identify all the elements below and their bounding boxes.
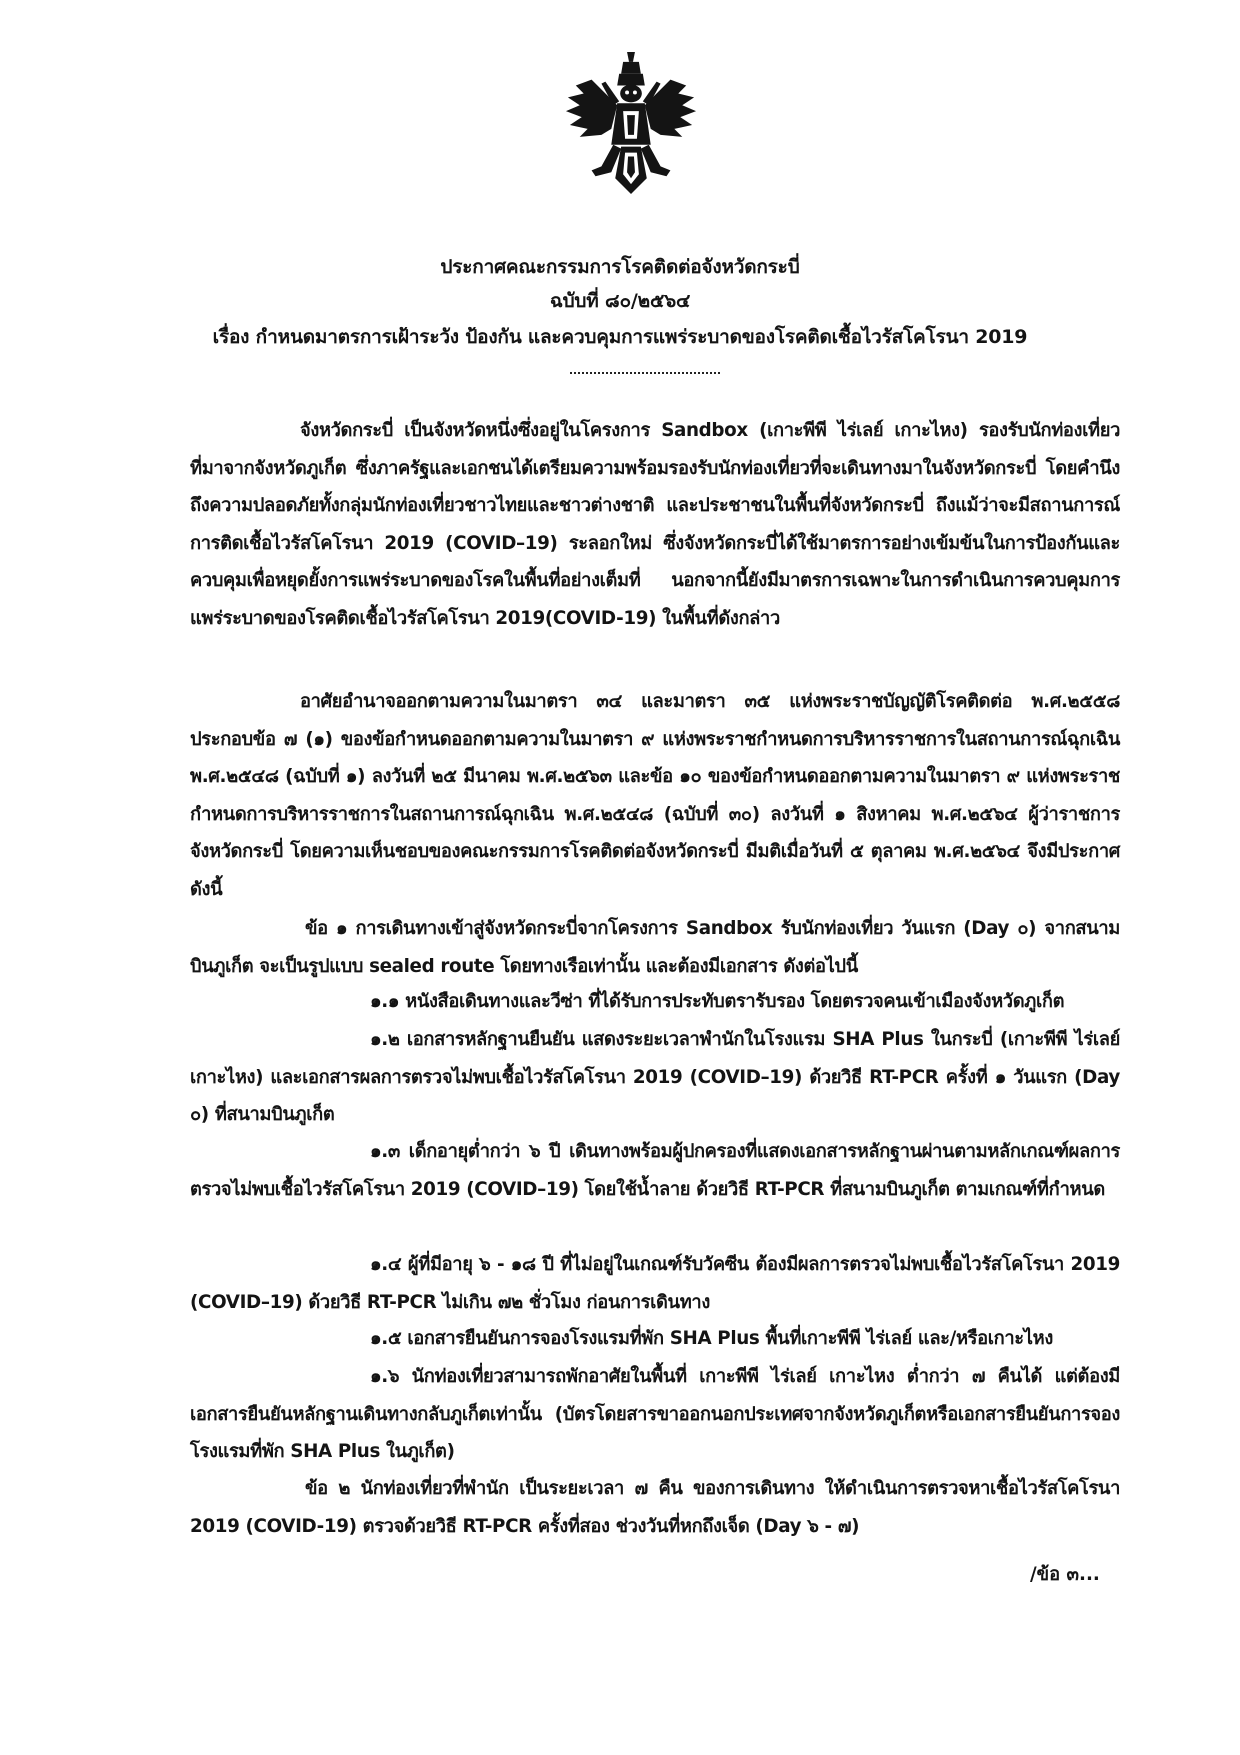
clause-1-item-2: ๑.๒ เอกสารหลักฐานยืนยัน แสดงระยะเวลาพำนักในโรงแรม SHA Plus ในกระบี่ (เกาะพีพี ไร่เลย์ เกาะไหง) และเอกสารผลการตรวจไม่พบเชื้อไวรัสโคโรนา 2019 (COVID–19) ด้วยวิธี RT-PCR ครั้งที่ ๑ วันแรก (Day ๐) ที่สนามบินภูเก็ต bbox=[190, 1029, 1120, 1125]
announcement-title: ประกาศคณะกรรมการโรคติดต่อจังหวัดกระบี่ bbox=[440, 256, 800, 278]
garuda-emblem-icon bbox=[562, 50, 700, 198]
paragraph-legal-authority: อาศัยอำนาจออกตามความในมาตรา ๓๔ และมาตรา ๓๕ แห่งพระราชบัญญัติโรคติดต่อ พ.ศ.๒๕๕๘ ประกอบข้อ ๗ (๑) ของข้อกำหนดออกตามความในมาตรา ๙ แห่งพระราชกำหนดการบริหารราชการในสถานการณ์ฉุกเฉิน พ.ศ.๒๕๔๘ (ฉบับที่ ๑) ลงวันที่ ๒๕ มีนาคม พ.ศ.๒๕๖๓ และข้อ ๑๐ ของข้อกำหนดออกตามความในมาตรา ๙ แห่งพระราชกำหนดการบริหารราชการในสถานการณ์ฉุกเฉิน พ.ศ.๒๕๔๘ (ฉบับที่ ๓๐) ลงวันที่ ๑ สิงหาคม พ.ศ.๒๕๖๔ ผู้ว่าราชการจังหวัดกระบี่ โดยความเห็นชอบของคณะกรรมการโรคติดต่อจังหวัดกระบี่ มีมติเมื่อวันที่ ๕ ตุลาคม พ.ศ.๒๕๖๔ จึงมีประกาศ ดังนี้ bbox=[190, 691, 1120, 900]
clause-1: ข้อ ๑ การเดินทางเข้าสู่จังหวัดกระบี่จากโครงการ Sandbox รับนักท่องเที่ยว วันแรก (Day ๐) จากสนามบินภูเก็ต จะเป็นรูปแบบ sealed route โดยทางเรือเท่านั้น และต้องมีเอกสาร ดังต่อไปนี้ bbox=[190, 918, 1120, 977]
clause-1-item-1: ๑.๑ หนังสือเดินทางและวีซ่า ที่ได้รับการประทับตรารับรอง โดยตรวจคนเข้าเมืองจังหวัดภูเก็ต bbox=[370, 991, 1065, 1012]
announcement-issue-number: ฉบับที่ ๘๐/๒๕๖๔ bbox=[549, 290, 691, 312]
paragraph-background: จังหวัดกระบี่ เป็นจังหวัดหนึ่งซึ่งอยู่ในโครงการ Sandbox (เกาะพีพี ไร่เลย์ เกาะไหง) รองรับนักท่องเที่ยวที่มาจากจังหวัดภูเก็ต ซึ่งภาครัฐและเอกชนได้เตรียมความพร้อมรองรับนักท่องเที่ยวที่จะเดินทางมาในจังหวัดกระบี่ โดยคำนึงถึงความปลอดภัยทั้งกลุ่มนักท่องเที่ยวชาวไทยและชาวต่างชาติ และประชาชนในพื้นที่จังหวัดกระบี่ ถึงแม้ว่าจะมีสถานการณ์การติดเชื้อไวรัสโคโรนา 2019 (COVID–19) ระลอกใหม่ ซึ่งจังหวัดกระบี่ได้ใช้มาตรการอย่างเข้มข้นในการป้องกันและควบคุมเพื่อหยุดยั้งการแพร่ระบาดของโรคในพื้นที่อย่างเต็มที่ นอกจากนี้ยังมีมาตรการเฉพาะในการดำเนินการควบคุมการแพร่ระบาดของโรคติดเชื้อไวรัสโคโรนา 2019(COVID-19) ในพื้นที่ดังกล่าว bbox=[190, 420, 1120, 629]
clause-2: ข้อ ๒ นักท่องเที่ยวที่พำนัก เป็นระยะเวลา ๗ คืน ของการเดินทาง ให้ดำเนินการตรวจหาเชื้อไวรัสโคโรนา 2019 (COVID-19) ตรวจด้วยวิธี RT-PCR ครั้งที่สอง ช่วงวันที่หกถึงเจ็ด (Day ๖ - ๗) bbox=[190, 1478, 1120, 1537]
clause-1-item-6: ๑.๖ นักท่องเที่ยวสามารถพักอาศัยในพื้นที่ เกาะพีพี ไร่เลย์ เกาะไหง ต่ำกว่า ๗ คืนได้ แต่ต้องมีเอกสารยืนยันหลักฐานเดินทางกลับภูเก็ตเท่านั้น (บัตรโดยสารขาออกนอกประเทศจากจังหวัดภูเก็ตหรือเอกสารยืนยันการจองโรงแรมที่พัก SHA Plus ในภูเก็ต) bbox=[190, 1366, 1120, 1462]
announcement-subject: เรื่อง กำหนดมาตรการเฝ้าระวัง ป้องกัน และควบคุมการแพร่ระบาดของโรคติดเชื้อไวรัสโคโรนา 2019 bbox=[212, 326, 1028, 348]
clause-1-item-5: ๑.๕ เอกสารยืนยันการจองโรงแรมที่พัก SHA Plus พื้นที่เกาะพีพี ไร่เลย์ และ/หรือเกาะไหง bbox=[370, 1328, 1053, 1349]
clause-1-item-3: ๑.๓ เด็กอายุต่ำกว่า ๖ ปี เดินทางพร้อมผู้ปกครองที่แสดงเอกสารหลักฐานผ่านตามหลักเกณฑ์ผลการตรวจไม่พบเชื้อไวรัสโคโรนา 2019 (COVID–19) โดยใช้น้ำลาย ด้วยวิธี RT-PCR ที่สนามบินภูเก็ต ตามเกณฑ์ที่กำหนด bbox=[190, 1141, 1120, 1200]
clause-1-item-4: ๑.๔ ผู้ที่มีอายุ ๖ - ๑๘ ปี ที่ไม่อยู่ในเกณฑ์รับวัคซีน ต้องมีผลการตรวจไม่พบเชื้อไวรัสโคโรนา 2019 (COVID–19) ด้วยวิธี RT-PCR ไม่เกิน ๗๒ ชั่วโมง ก่อนการเดินทาง bbox=[190, 1254, 1120, 1313]
separator-dotted-line bbox=[570, 372, 720, 374]
continued-marker: /ข้อ ๓... bbox=[1030, 1564, 1100, 1585]
